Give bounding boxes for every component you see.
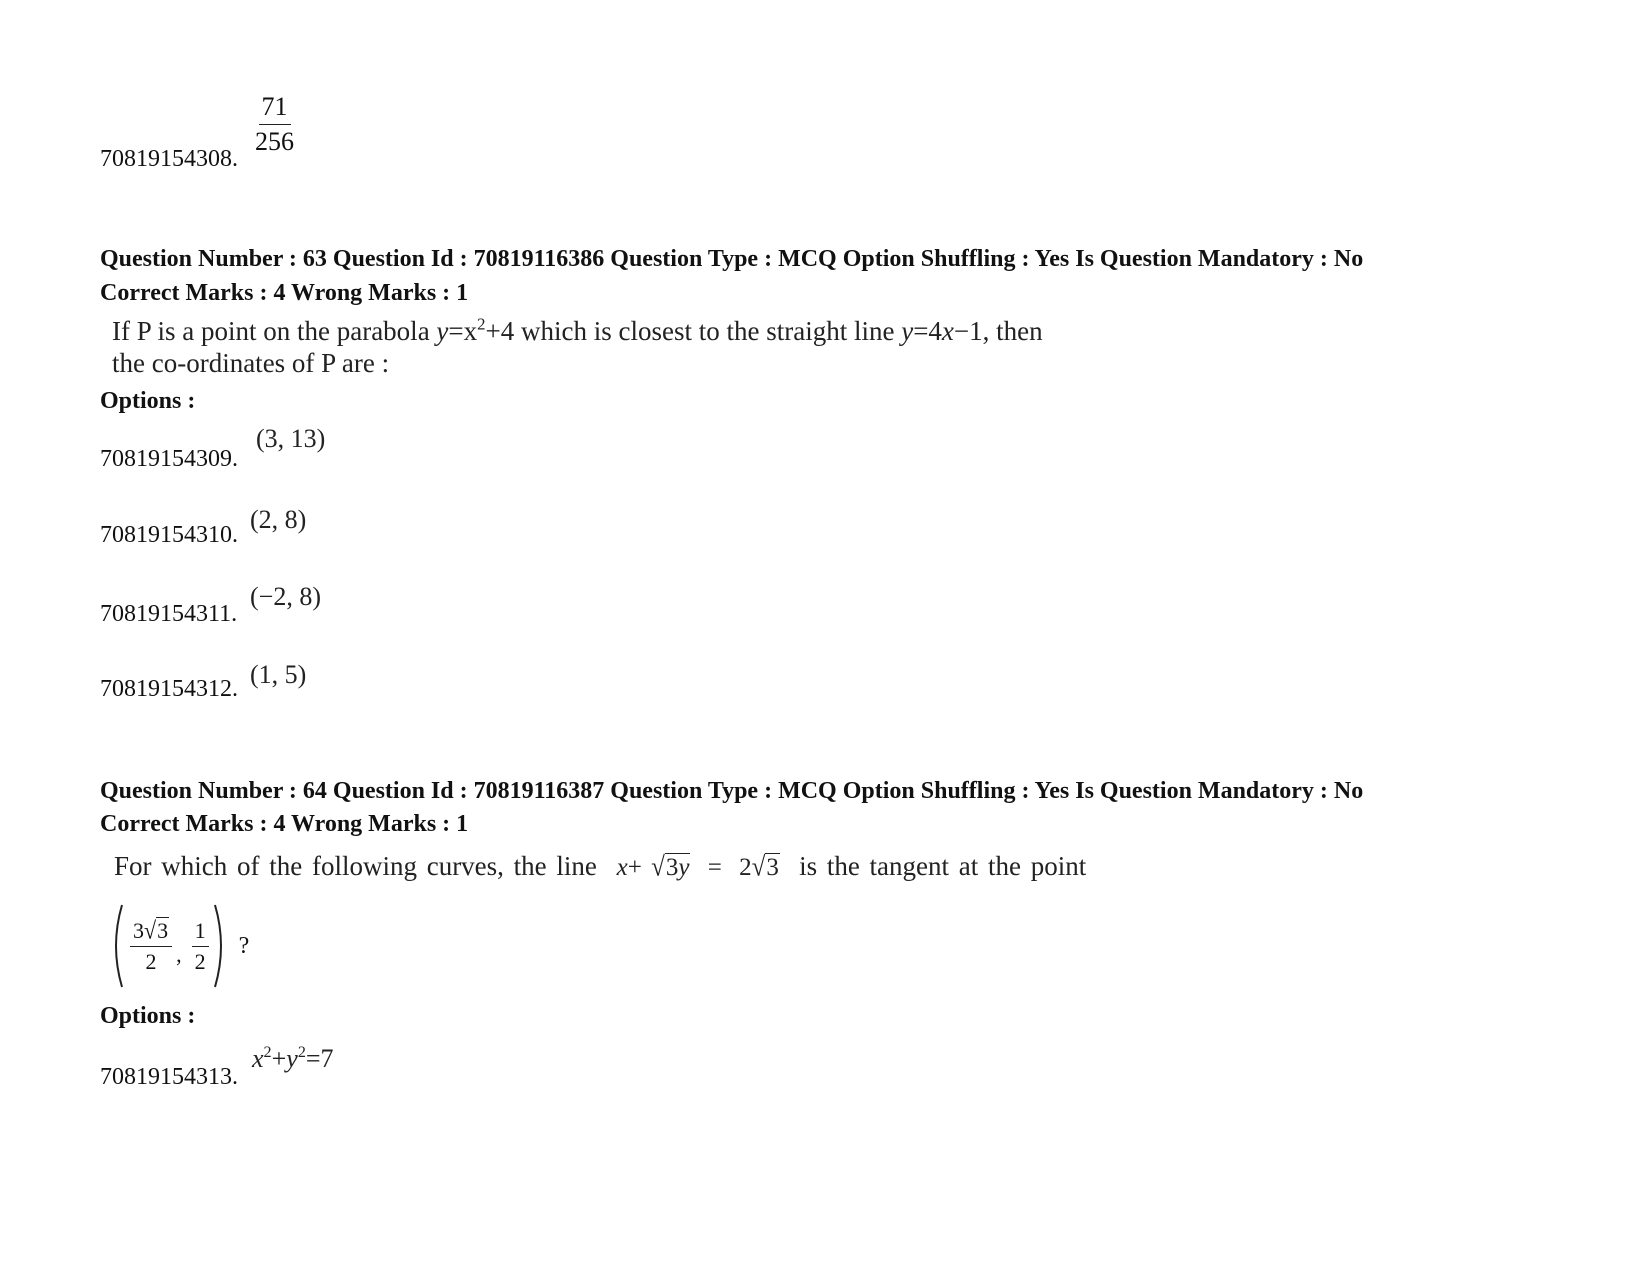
option-id: 70819154308. xyxy=(100,146,238,172)
question-text-part: is the tangent at the point xyxy=(799,851,1087,881)
option-value: (3, 13) xyxy=(256,424,326,453)
question-text-part: which is closest to the straight line xyxy=(521,316,895,346)
option-fraction xyxy=(252,92,297,157)
question-mark: ? xyxy=(238,932,250,959)
option-value: $x^2+y^2=7$ xyxy=(252,1044,334,1073)
question-header: Question Number : 64 Question Id : 70819116387 Question Type : MCQ Option Shuffling : Yes Is Question Mandatory : No xyxy=(100,778,1364,804)
options-label: Options : xyxy=(100,1003,196,1029)
option-id: 70819154313. xyxy=(100,1064,238,1090)
fraction-denominator: 256 xyxy=(255,127,294,156)
question-text-part: For which of the following curves, the line xyxy=(114,851,597,881)
question-text-line1 xyxy=(112,316,1043,347)
question-marks: Correct Marks : 4 Wrong Marks : 1 xyxy=(100,280,469,306)
option-value: (1, 5) xyxy=(250,660,307,689)
fraction-numerator: 71 xyxy=(259,92,291,125)
option-value: (−2, 8) xyxy=(250,582,321,611)
option-id: 70819154310. xyxy=(100,522,238,548)
left-paren-icon xyxy=(108,903,124,989)
point-y-numerator: 1 xyxy=(192,918,209,947)
option-value: (2, 8) xyxy=(250,505,307,534)
option-id: 70819154311. xyxy=(100,601,238,627)
question-text-part: If P is a point on the parabola xyxy=(112,316,430,346)
question-header: Question Number : 63 Question Id : 70819116386 Question Type : MCQ Option Shuffling : Yes Is Question Mandatory : No xyxy=(100,246,1364,272)
tangent-line-equation: x+ √3y = 2√3 xyxy=(616,852,779,883)
question-marks: Correct Marks : 4 Wrong Marks : 1 xyxy=(100,811,469,837)
question-text-part: then xyxy=(996,316,1043,346)
right-paren-icon xyxy=(213,903,229,989)
option-id: 70819154309. xyxy=(100,446,238,472)
point-x-denominator: 2 xyxy=(145,948,157,974)
line-equation: y=4x−1, xyxy=(901,316,990,346)
question-text-line2: the co-ordinates of P are : xyxy=(112,348,390,378)
point-x-numerator: 3√3 xyxy=(130,918,172,947)
tangent-point: $\frac{3√3}{2}$ , $\frac{1}{2}$ ? xyxy=(108,903,249,989)
options-label: Options : xyxy=(100,388,196,414)
point-y-denominator: 2 xyxy=(194,948,206,974)
question-text-line1 xyxy=(114,851,1086,882)
parabola-equation: $y=x^2+4$ xyxy=(436,314,515,346)
option-id: 70819154312. xyxy=(100,676,238,702)
